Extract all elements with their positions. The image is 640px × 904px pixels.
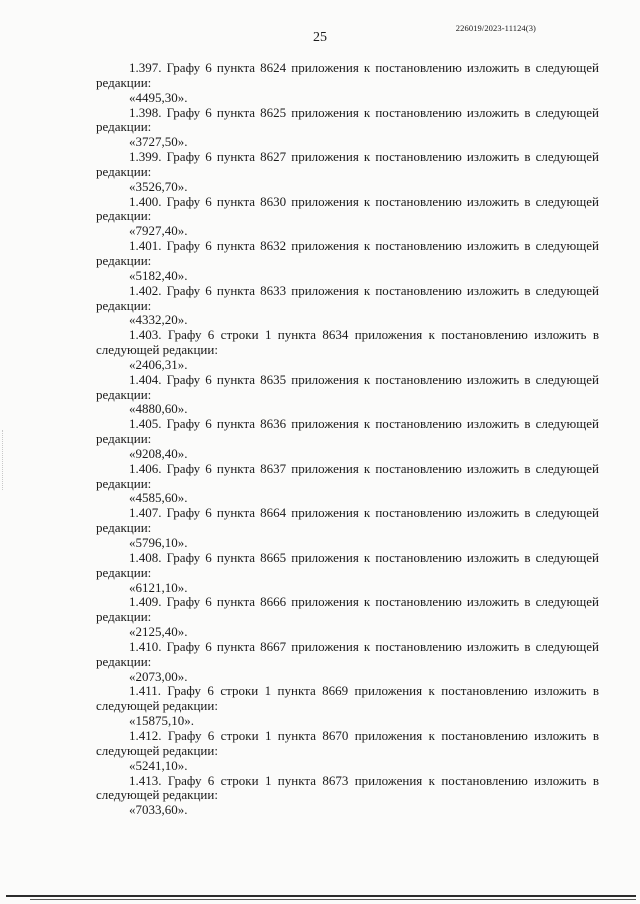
- amendment-instruction: 1.408. Графу 6 пункта 8665 приложения к постановлению изложить в следующей редакции:: [96, 549, 599, 580]
- amendment-new-value: «7927,40».: [129, 223, 188, 239]
- amendment-item: [96, 61, 599, 106]
- amendment-instruction: 1.409. Графу 6 пункта 8666 приложения к постановлению изложить в следующей редакции:: [96, 594, 599, 625]
- amendment-new-value: «4332,20».: [129, 312, 188, 328]
- amendment-new-value: «5796,10».: [129, 535, 188, 550]
- amendment-new-value: «2406,31».: [129, 356, 188, 372]
- amendment-new-value: «9208,40».: [129, 445, 188, 461]
- amendment-instruction: 1.407. Графу 6 пункта 8664 приложения к постановлению изложить в следующей редакции:: [96, 505, 599, 536]
- amendment-item: [96, 373, 599, 418]
- amendment-item: [96, 106, 599, 151]
- amendment-instruction: 1.406. Графу 6 пункта 8637 приложения к постановлению изложить в следующей редакции:: [96, 460, 599, 491]
- amendment-instruction: 1.400. Графу 6 пункта 8630 приложения к постановлению изложить в следующей редакции:: [96, 193, 599, 224]
- amendment-item: [96, 640, 599, 685]
- amendment-instruction: 1.403. Графу 6 строки 1 пункта 8634 приложения к постановлению изложить в следующей редакции:: [96, 327, 599, 358]
- amendment-new-value: «15875,10».: [129, 713, 194, 729]
- amendment-item: [96, 328, 599, 373]
- amendment-new-value: «4495,30».: [129, 89, 188, 105]
- amendment-instruction: 1.413. Графу 6 строки 1 пункта 8673 приложения к постановлению изложить в следующей редакции:: [96, 772, 599, 803]
- amendment-item: [96, 150, 599, 195]
- amendment-item: [96, 462, 599, 507]
- amendment-new-value: «3727,50».: [129, 134, 188, 150]
- amendment-item: [96, 417, 599, 462]
- amendment-new-value: «3526,70».: [129, 178, 188, 194]
- amendments-list: [96, 61, 599, 818]
- amendment-new-value: «4585,60».: [129, 490, 188, 506]
- amendment-instruction: 1.411. Графу 6 строки 1 пункта 8669 приложения к постановлению изложить в следующей редакции:: [96, 683, 599, 714]
- amendment-item: [96, 595, 599, 640]
- amendment-new-value: «6121,10».: [129, 579, 188, 595]
- amendment-instruction: 1.401. Графу 6 пункта 8632 приложения к постановлению изложить в следующей редакции:: [96, 238, 599, 268]
- scan-bottom-edge: [6, 895, 636, 897]
- amendment-instruction: 1.399. Графу 6 пункта 8627 приложения к постановлению изложить в следующей редакции:: [96, 149, 599, 179]
- amendment-item: [96, 239, 599, 284]
- amendment-instruction: 1.398. Графу 6 пункта 8625 приложения к постановлению изложить в следующей редакции:: [96, 104, 599, 135]
- amendment-new-value: «7033,60».: [129, 802, 188, 818]
- amendment-instruction: 1.412. Графу 6 строки 1 пункта 8670 приложения к постановлению изложить в следующей редакции:: [96, 727, 599, 758]
- amendment-item: [96, 506, 599, 551]
- amendment-instruction: 1.404. Графу 6 пункта 8635 приложения к постановлению изложить в следующей редакции:: [96, 371, 599, 402]
- amendment-new-value: «5182,40».: [129, 267, 188, 283]
- amendment-item: [96, 774, 599, 819]
- amendment-instruction: 1.402. Графу 6 пункта 8633 приложения к постановлению изложить в следующей редакции:: [96, 282, 599, 313]
- amendment-item: [96, 551, 599, 596]
- amendment-instruction: 1.405. Графу 6 пункта 8636 приложения к постановлению изложить в следующей редакции:: [96, 416, 599, 447]
- amendment-instruction: 1.410. Графу 6 пункта 8667 приложения к постановлению изложить в следующей редакции:: [96, 638, 599, 669]
- scan-edge-marks: [2, 430, 6, 490]
- amendment-new-value: «2125,40».: [129, 624, 188, 640]
- amendment-item: [96, 195, 599, 240]
- amendment-item: [96, 284, 599, 329]
- amendment-new-value: «5241,10».: [129, 757, 188, 773]
- amendment-item: [96, 684, 599, 729]
- page-number: 25: [313, 30, 327, 45]
- amendment-new-value: «4880,60».: [129, 401, 188, 417]
- amendment-instruction: 1.397. Графу 6 пункта 8624 приложения к постановлению изложить в следующей редакции:: [96, 60, 599, 90]
- amendment-item: [96, 729, 599, 774]
- document-registration-code: 226019/2023-11124(3): [455, 23, 536, 33]
- scan-bottom-edge-thin: [30, 899, 636, 900]
- amendment-new-value: «2073,00».: [129, 668, 188, 684]
